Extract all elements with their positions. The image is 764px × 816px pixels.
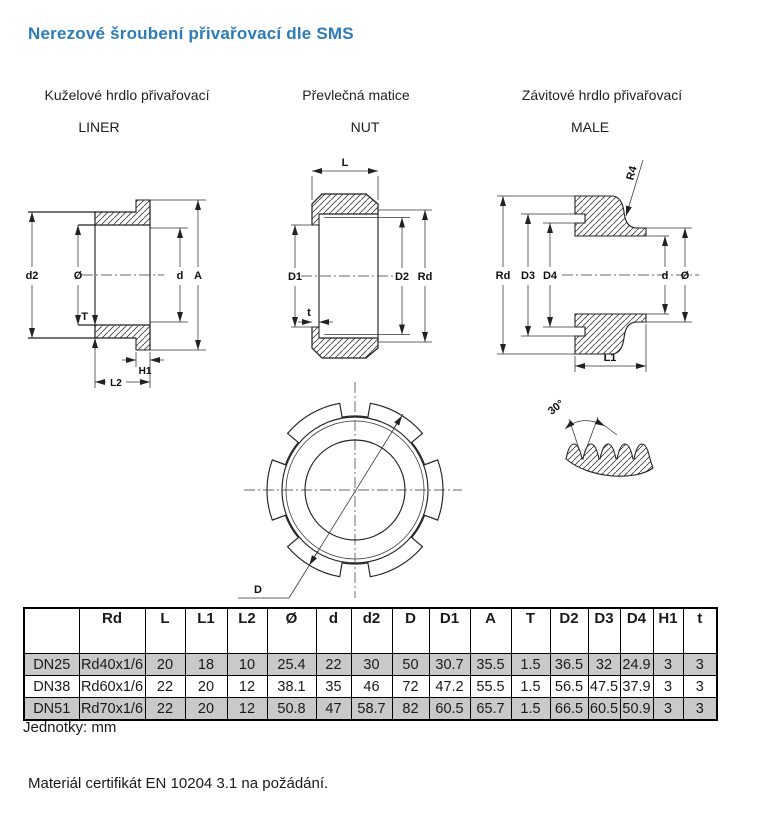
table-cell: 18: [185, 654, 227, 676]
table-cell: 1.5: [511, 654, 550, 676]
dim-label-H1: H1: [138, 366, 152, 377]
table-cell: 20: [185, 676, 227, 698]
header-cell: L1: [185, 608, 227, 654]
table-cell: 12: [227, 676, 267, 698]
liner-caption: Kuželové hrdlo přivařovací: [44, 87, 210, 103]
table-cell: 25.4: [267, 654, 316, 676]
table-cell: 30.7: [429, 654, 470, 676]
dim-label-L: L: [341, 157, 349, 169]
table-cell: 36.5: [550, 654, 588, 676]
table-cell: 50.9: [620, 698, 653, 721]
table-cell: 3: [683, 676, 717, 698]
table-cell: 32: [588, 654, 620, 676]
header-cell: T: [511, 608, 550, 654]
header-cell: D3: [588, 608, 620, 654]
table-row: [24, 698, 717, 721]
male-code: MALE: [570, 119, 610, 135]
header-cell: Rd: [79, 608, 145, 654]
table-row: [24, 654, 717, 676]
thread-profile-detail: [520, 376, 680, 491]
dim-label-D2: D2: [394, 271, 410, 283]
liner-figure: [18, 146, 228, 396]
dim-label-Rd: Rd: [495, 270, 511, 282]
table-cell: 10: [227, 654, 267, 676]
liner-dimensions: [26, 200, 206, 389]
table-cell: 1.5: [511, 698, 550, 721]
table-cell: 50.8: [267, 698, 316, 721]
table-cell: Rd70x1/6: [79, 698, 145, 721]
table-cell: DN38: [24, 676, 79, 698]
table-cell: 38.1: [267, 676, 316, 698]
table-container: [23, 607, 718, 721]
header-cell: D1: [429, 608, 470, 654]
table-cell: 3: [653, 676, 683, 698]
table-cell: 60.5: [588, 698, 620, 721]
nut-front-view: [230, 376, 465, 604]
dim-label-D4: D4: [542, 270, 558, 282]
dim-label-T: T: [81, 311, 88, 323]
dim-label-d2: d2: [25, 270, 39, 282]
table-cell: 72: [392, 676, 429, 698]
dim-label-dia: Ø: [680, 270, 690, 282]
table-cell: 47.5: [588, 676, 620, 698]
male-section: [562, 196, 699, 354]
header-cell: d: [316, 608, 351, 654]
table-cell: 47: [316, 698, 351, 721]
table-cell: 50: [392, 654, 429, 676]
header-cell: L: [145, 608, 185, 654]
front-view-outline: [244, 382, 462, 598]
table-cell: 20: [145, 654, 185, 676]
table-cell: 60.5: [429, 698, 470, 721]
table-cell: 35: [316, 676, 351, 698]
header-cell: D4: [620, 608, 653, 654]
table-cell: DN51: [24, 698, 79, 721]
table-cell: 3: [683, 698, 717, 721]
header-cell: [24, 608, 79, 654]
table-cell: 3: [683, 654, 717, 676]
dim-label-L1: L1: [603, 352, 617, 364]
dim-label-D: D: [254, 584, 262, 596]
table-cell: 56.5: [550, 676, 588, 698]
header-cell: L2: [227, 608, 267, 654]
dimensions-table: [23, 607, 718, 721]
page-title: Nerezové šroubení přivařovací dle SMS: [28, 24, 354, 43]
dim-label-d: d: [176, 270, 184, 282]
dim-label-R4: R4: [624, 164, 640, 182]
dim-label-Rd: Rd: [417, 271, 433, 283]
table-cell: Rd40x1/6: [79, 654, 145, 676]
table-cell: 47.2: [429, 676, 470, 698]
table-cell: DN25: [24, 654, 79, 676]
table-cell: 22: [145, 676, 185, 698]
thread-profile: [546, 398, 653, 476]
dim-label-d: d: [661, 270, 669, 282]
dim-label-A: A: [194, 270, 202, 282]
table-cell: 22: [316, 654, 351, 676]
header-cell: A: [470, 608, 511, 654]
dim-label-angle: 30°: [545, 397, 567, 418]
dim-label-D1: D1: [287, 271, 303, 283]
table-cell: 46: [351, 676, 392, 698]
nut-code: NUT: [350, 119, 380, 135]
nut-dimensions: [288, 157, 432, 342]
table-cell: 66.5: [550, 698, 588, 721]
header-cell: H1: [653, 608, 683, 654]
table-cell: 30: [351, 654, 392, 676]
male-figure: [487, 146, 747, 386]
dim-label-bore-dia: Ø: [73, 270, 83, 282]
header-cell: D2: [550, 608, 588, 654]
liner-section: [25, 200, 164, 350]
nut-caption: Převlečná matice: [302, 87, 410, 103]
table-cell: 3: [653, 698, 683, 721]
table-cell: 58.7: [351, 698, 392, 721]
table-cell: 12: [227, 698, 267, 721]
header-cell: D: [392, 608, 429, 654]
table-cell: Rd60x1/6: [79, 676, 145, 698]
dim-label-L2: L2: [110, 378, 122, 389]
table-cell: 22: [145, 698, 185, 721]
liner-code: LINER: [78, 119, 120, 135]
table-cell: 20: [185, 698, 227, 721]
table-cell: 24.9: [620, 654, 653, 676]
header-cell: t: [683, 608, 717, 654]
dim-label-D3: D3: [520, 270, 536, 282]
table-cell: 35.5: [470, 654, 511, 676]
header-cell: d2: [351, 608, 392, 654]
units-note: Jednotky: mm: [23, 719, 117, 736]
table-cell: 65.7: [470, 698, 511, 721]
table-cell: 3: [653, 654, 683, 676]
front-view-dimension: [238, 414, 403, 598]
table-cell: 1.5: [511, 676, 550, 698]
header-cell: Ø: [267, 608, 316, 654]
table-cell: 55.5: [470, 676, 511, 698]
nut-section: [301, 194, 397, 358]
table-cell: 37.9: [620, 676, 653, 698]
header-row: [24, 608, 717, 654]
dim-label-t: t: [307, 307, 311, 319]
male-caption: Závitové hrdlo přivařovací: [521, 87, 683, 103]
nut-figure: [283, 146, 448, 381]
table-cell: 82: [392, 698, 429, 721]
table-row: [24, 676, 717, 698]
material-note: Materiál certifikát EN 10204 3.1 na požádání.: [28, 775, 329, 792]
